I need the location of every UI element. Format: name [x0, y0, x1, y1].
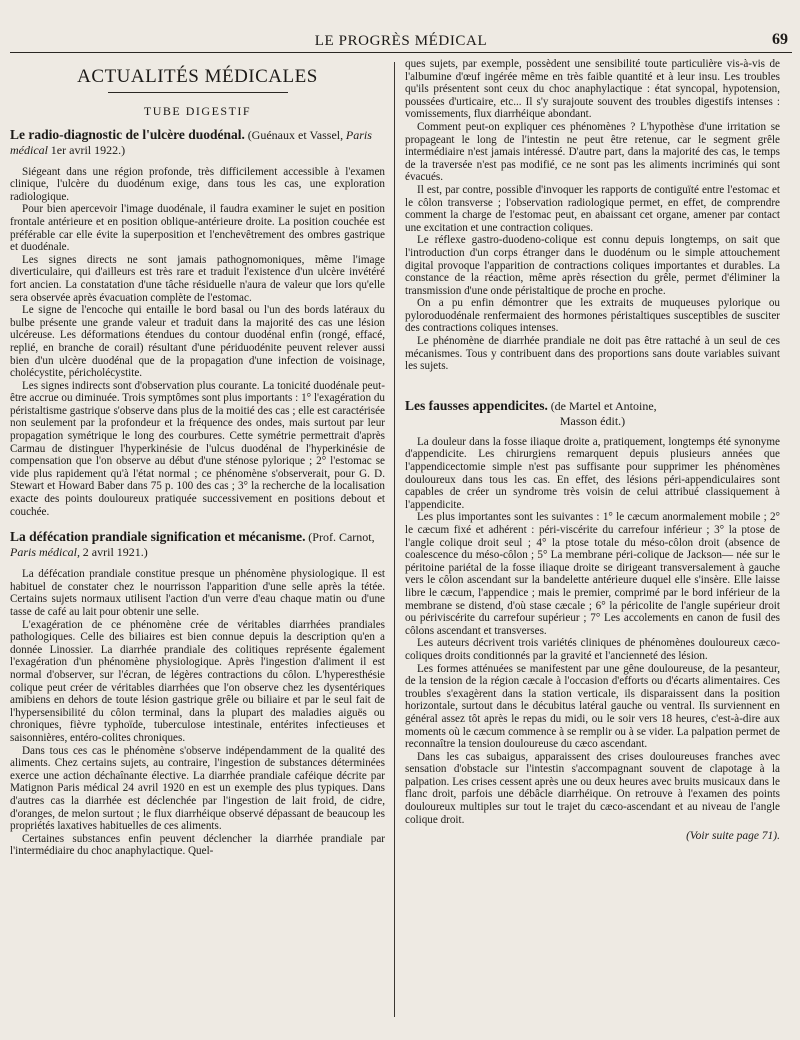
article-title-text: Le radio-diagnostic de l'ulcère duodénal. — [10, 126, 245, 142]
running-title: LE PROGRÈS MÉDICAL — [314, 33, 488, 49]
paragraph: Comment peut-on expliquer ces phénomènes ? L'hypothèse d'une irritation se propageant le long de l'intestin ne peut être retenue, car le segment grêle intermédiaire n'est jamais intéressé. D'autre part, dans la majorité des cas, le temps de la traversée n'est pas modifié, ce ne sont pas les aliments incriminés qui sont évacués. — [405, 120, 780, 184]
article-title-appendicites — [405, 399, 780, 428]
article-journal: Paris médical, — [10, 545, 80, 560]
column-divider — [394, 62, 395, 1017]
article-authors: (de Martel et Antoine, — [550, 398, 657, 413]
paragraph: Le signe de l'encoche qui entaille le bord basal ou l'un des bords latéraux du bulbe présente une grande valeur et traduit dans la majorité des cas une lésion ulcéreuse. Les déformations étendues du contour duodénal enfin (rongé, effacé, replié, en branche de corail) résultant d'une périduodénite peuvent relever aussi bien d'un ulcère duodénal que de la propagation d'une infection de voisinage, cholécystite, péricholécystite. — [10, 304, 385, 380]
paragraph: On a pu enfin démontrer que les extraits de muqueuses pylorique ou pyloroduodénale renfermaient des hormones péristaltiques susceptibles de susciter des contractions coliques intenses. — [405, 297, 780, 335]
paragraph: Les signes directs ne sont jamais pathognomoniques, même l'image diverticulaire, qui d'ailleurs est très rare et traduit l'existence d'un ulcère invétéré fort ancien. La constatation d'une tâche résiduelle n'aura de valeur que lors qu'elle sera observée après évacuation complète de l'estomac. — [10, 253, 385, 304]
paragraph: La défécation prandiale constitue presque un phénomène physiologique. Il est habituel de constater chez le nourrisson l'apparition d'une selle après la tétée. Certains sujets normaux utilisent l'action d'un verre d'eau chaque matin ou d'une tasse de café au lait pour obtenir une selle. — [10, 568, 385, 618]
paragraph: Le réflexe gastro-duodeno-colique est connu depuis longtemps, on sait que l'introduction d'un corps étranger dans le duodénum ou le simple attouchement digital provoque l'apparition de contractions coliques importantes et durables. La constance de la réaction, même après résection du grêle, permet d'éliminer la transmission d'une onde péristaltique de proche en proche. — [405, 234, 780, 297]
paragraph: ques sujets, par exemple, possèdent une sensibilité toute particulière vis-à-vis de l'albumine d'œuf ingérée même en très faible quantité et à leur insu. Les troubles qu'ils présentent sont ceux du choc anaphylactique : état syncopal, hypotension, poussées d'urticaire, etc... Il s'y surajoute souvent des troubles digestifs intenses : vomissements, flux diarrhéique abondant. — [405, 58, 780, 121]
article-authors: (Guénaux et Vassel, — [247, 127, 344, 142]
paragraph: Les formes atténuées se manifestent par une gêne douloureuse, de la pesanteur, de la tension de la région cæcale à l'occasion d'efforts ou d'écarts alimentaires. Ces troubles s'exagèrent dans la station verticale, ils disparaissent dans la position horizontale, surtout dans le décubitus latéral gauche ou ventral. Ils surviennent en général assez tôt après le repas du midi, ou le soir vers 18 heures, c'est-à-dire aux moments où le cæcum commence à se remplir ou à se vider. La palpation permet de reconnaître la tension douloureuse du cæco ascendant. — [405, 662, 780, 751]
paragraph: Certaines substances enfin peuvent déclencher la diarrhée prandiale par l'intermédiaire du choc anaphylactique. Quel- — [10, 832, 385, 858]
paragraph: Pour bien apercevoir l'image duodénale, il faudra examiner le sujet en position frontale antérieure et en position oblique-antérieure droite. La position couchée est préférable car elle évite la superposition et l'enchevêtrement des ombres gastrique et duodénale. — [10, 203, 385, 254]
paragraph: Les signes indirects sont d'observation plus courante. La tonicité duodénale peut-être accrue ou diminuée. Trois symptômes sont plus importants : 1° l'exagération du péristaltisme gastrique s'observe dans plus de la moitié des cas ; elle est caractérisée non seulement par la profondeur et la fréquence des ondes, mais surtout par leur propagation symétrique le long des courbures. Cette symétrie permettrait d'après Carmau de distinguer l'hyperkinésie de l'ulcus duodénal de l'hyperkinésie de compensation que l'on observe au début d'une sténose pylorique ; 2° l'estomac se vide plus rapidement qu'à l'état normal ; ce phénomène s'observerait, pour G. D. Stewart et Howard Baber dans 75 p. 100 des cas ; 3° la recherche de la localisation exacte des points douloureux pratiquée successivement en positions debout et couchée. — [10, 379, 385, 518]
article-journal: Paris médical — [10, 127, 372, 157]
article-title-text: Les fausses appendicites. — [405, 397, 548, 413]
running-header — [10, 30, 792, 53]
paragraph: L'exagération de ce phénomène crée de véritables diarrhées prandiales pathologiques. Celle des biliaires est bien connue depuis la description qu'en a donnée Linossier. La diarrhée prandiale des colitiques représente également l'exagération d'un phénomène physiologique. Après l'ingestion d'aliment il est normal d'observer, sur l'écran, de légères contractions du côlon. L'hyperesthésie colique peut créer de véritables diarrhées que l'on observe chez les dysentériques amibiens en dehors de toute lésion gastrique grêle ou biliaire et par le seul fait de l'hypersensibilité du côlon terminal, dans la plupart des maladies aiguës ou chroniques, fièvre typhoïde, tuberculose intestinale, entérites infectieuses et saisonnières, entéro-colites chroniques. — [10, 618, 385, 744]
article-date: 1er avril 1922.) — [50, 142, 126, 157]
section-title: ACTUALITÉS MÉDICALES — [77, 66, 318, 87]
title-rule — [108, 92, 288, 93]
paragraph: La douleur dans la fosse iliaque droite a, pratiquement, longtemps été synonyme d'appendicite. Les chirurgiens remarquent depuis plusieurs années que l'appendicectomie simple n'est pas suffisante pour supprimer les phénomènes douloureux dans tous les cas. En effet, des lésions péri-appendiculaires sont capables de créer un syndrome très voisin de celui attribué classiquement à l'appendicite. — [405, 435, 780, 511]
paragraph: Dans les cas subaigus, apparaissent des crises douloureuses franches avec sensation d'obstacle sur l'intestin s'accompagnant souvent de clapotage à la palpation. Les crises cessent après une ou deux heures avec bruits musicaux dans le flanc droit, parfois une débâcle diarrhéique. On retrouve à l'examen des points douloureux multiples sur tout le trajet du cæco-ascendant et au niveau de l'angle colique droit. — [405, 750, 780, 826]
page-number: 69 — [772, 31, 788, 48]
article-publisher: Masson édit.) — [559, 413, 626, 428]
article-date: 2 avril 1921.) — [82, 545, 148, 560]
right-column — [405, 58, 780, 1018]
article-title-ulcere — [10, 128, 385, 158]
paragraph: Dans tous ces cas le phénomène s'observe indépendamment de la qualité des aliments. Chez certains sujets, au contraire, l'ingestion de substances déterminées exerce une action déchaînante élective. La diarrhée prandiale caféique décrite par Matignon Paris médical 24 avril 1920 en est un exemple des plus typiques. Dans d'autres cas la diarrhée est déclenchée par l'ingestion de lait froid, de cidre, d'oranges, de melon surtout ; le flux diarrhéique observé dépassant de beaucoup les propriétés laxatives habituelles de ces aliments. — [10, 744, 385, 833]
paragraph: Siégeant dans une région profonde, très difficilement accessible à l'examen clinique, l'ulcère du duodénum exige, dans tous les cas, une exploration radiologique. — [10, 165, 385, 203]
paragraph: Il est, par contre, possible d'invoquer les rapports de contiguïté entre l'estomac et le côlon transverse ; l'observation radiologique permet, en effet, de comprendre comment la charge de l'estomac peut, en abaissant cet organe, amener par contact une excitation et une contraction coliques. — [405, 183, 780, 234]
left-column — [10, 58, 385, 1018]
paragraph: Le phénomène de diarrhée prandiale ne doit pas être rattaché à un seul de ces mécanismes. Tous y contribuent dans des proportions sans doute variables suivant les sujets. — [405, 335, 780, 373]
article-title-text: La défécation prandiale signification et mécanisme. — [10, 529, 306, 545]
article-title-defecation — [10, 530, 385, 560]
paragraph: Les auteurs décrivent trois variétés cliniques de phénomènes douloureux cæco-coliques droits conditionnés par la gravité et l'ancienneté des lésion. — [405, 637, 780, 662]
article-authors: (Prof. Carnot, — [308, 530, 375, 545]
continued-note: (Voir suite page 71). — [686, 830, 780, 843]
paragraph: Les plus importantes sont les suivantes : 1° le cæcum anormalement mobile ; 2° le cæcum fixé et adhérent : péri-viscérite du carrefour inférieur ; 3° la ptose de l'angle colique droit seul ; 4° la ptose totale du méso-côlon droit (absence de coalescence du méso-côlon ; 5° La membrane péri-colique de Jackson— née sur le péritoine pariétal de la fosse iliaque droite se dirigeant transversalement à gauche vers le côlon ascendant sur la bandelette antérieure duquel elle s'insère. Elle laisse libre le cæcum, l'appendice ; mais le premier, comprimé par le bord inférieur de la membrane se distend, d'où stase cæcale ; 6° la péricolite de l'angle supérieur droit ou périviscérite du carrefour supérieur ; 7° Les accolements en canon de fusil des côlons ascendant et transverses. — [405, 511, 780, 637]
subsection-heading: TUBE DIGESTIF — [143, 104, 252, 118]
